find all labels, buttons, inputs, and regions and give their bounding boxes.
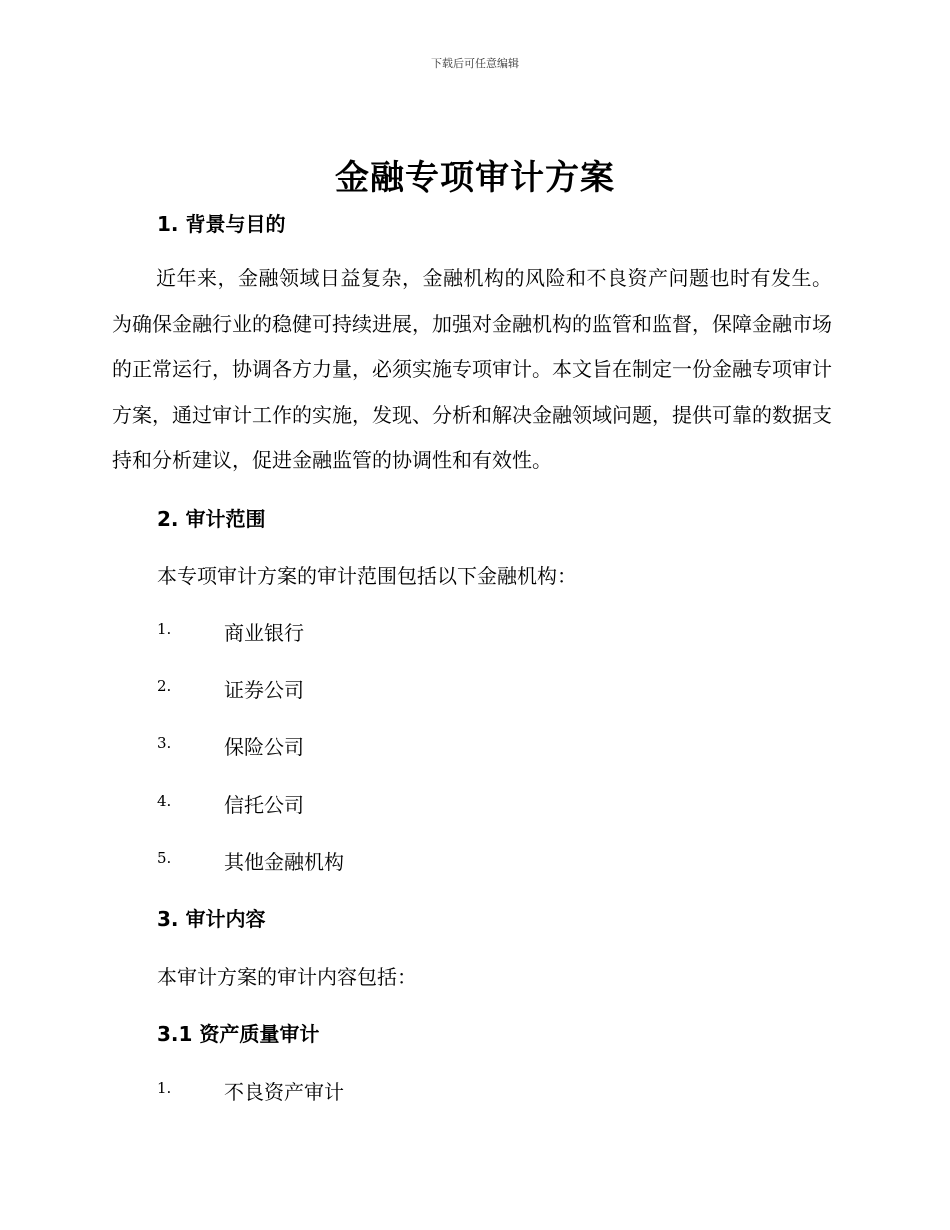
list-text: 其他金融机构 xyxy=(224,850,344,874)
document-title: 金融专项审计方案 xyxy=(335,158,615,198)
section-1-paragraph: 近年来，金融领域日益复杂，金融机构的风险和不良资产问题也时有发生。为确保金融行业的稳健可持续进展，加强对金融机构的监管和监督，保障金融市场的正常运行，协调各方力量，必须实施专项审计。本文旨在制定一份金融专项审计方案，通过审计工作的实施，发现、分析和解决金融领域问题，提供可靠的数据支持和分析建议，促进金融监管的协调性和有效性。 xyxy=(112,266,832,472)
section-3-intro: 本审计方案的审计内容包括： xyxy=(157,965,417,989)
list-number: 1. xyxy=(157,620,172,638)
list-text: 保险公司 xyxy=(224,735,304,759)
section-3-heading: 3. 审计内容 xyxy=(157,907,266,931)
list-text: 信托公司 xyxy=(224,793,304,817)
list-text: 证券公司 xyxy=(224,678,304,702)
list-number: 2. xyxy=(157,677,172,695)
list-number: 5. xyxy=(157,849,172,867)
section-1-heading: 1. 背景与目的 xyxy=(157,212,286,236)
header-note: 下载后可任意编辑 xyxy=(431,57,519,70)
list-text: 商业银行 xyxy=(224,621,304,645)
section-2-intro: 本专项审计方案的审计范围包括以下金融机构： xyxy=(157,564,577,588)
list-number: 3. xyxy=(157,734,172,752)
section-2-heading: 2. 审计范围 xyxy=(157,507,266,531)
subsection-3-1-heading: 3.1 资产质量审计 xyxy=(157,1022,320,1046)
list-text: 不良资产审计 xyxy=(224,1080,344,1104)
list-number: 4. xyxy=(157,792,172,810)
list-number: 1. xyxy=(157,1079,172,1097)
